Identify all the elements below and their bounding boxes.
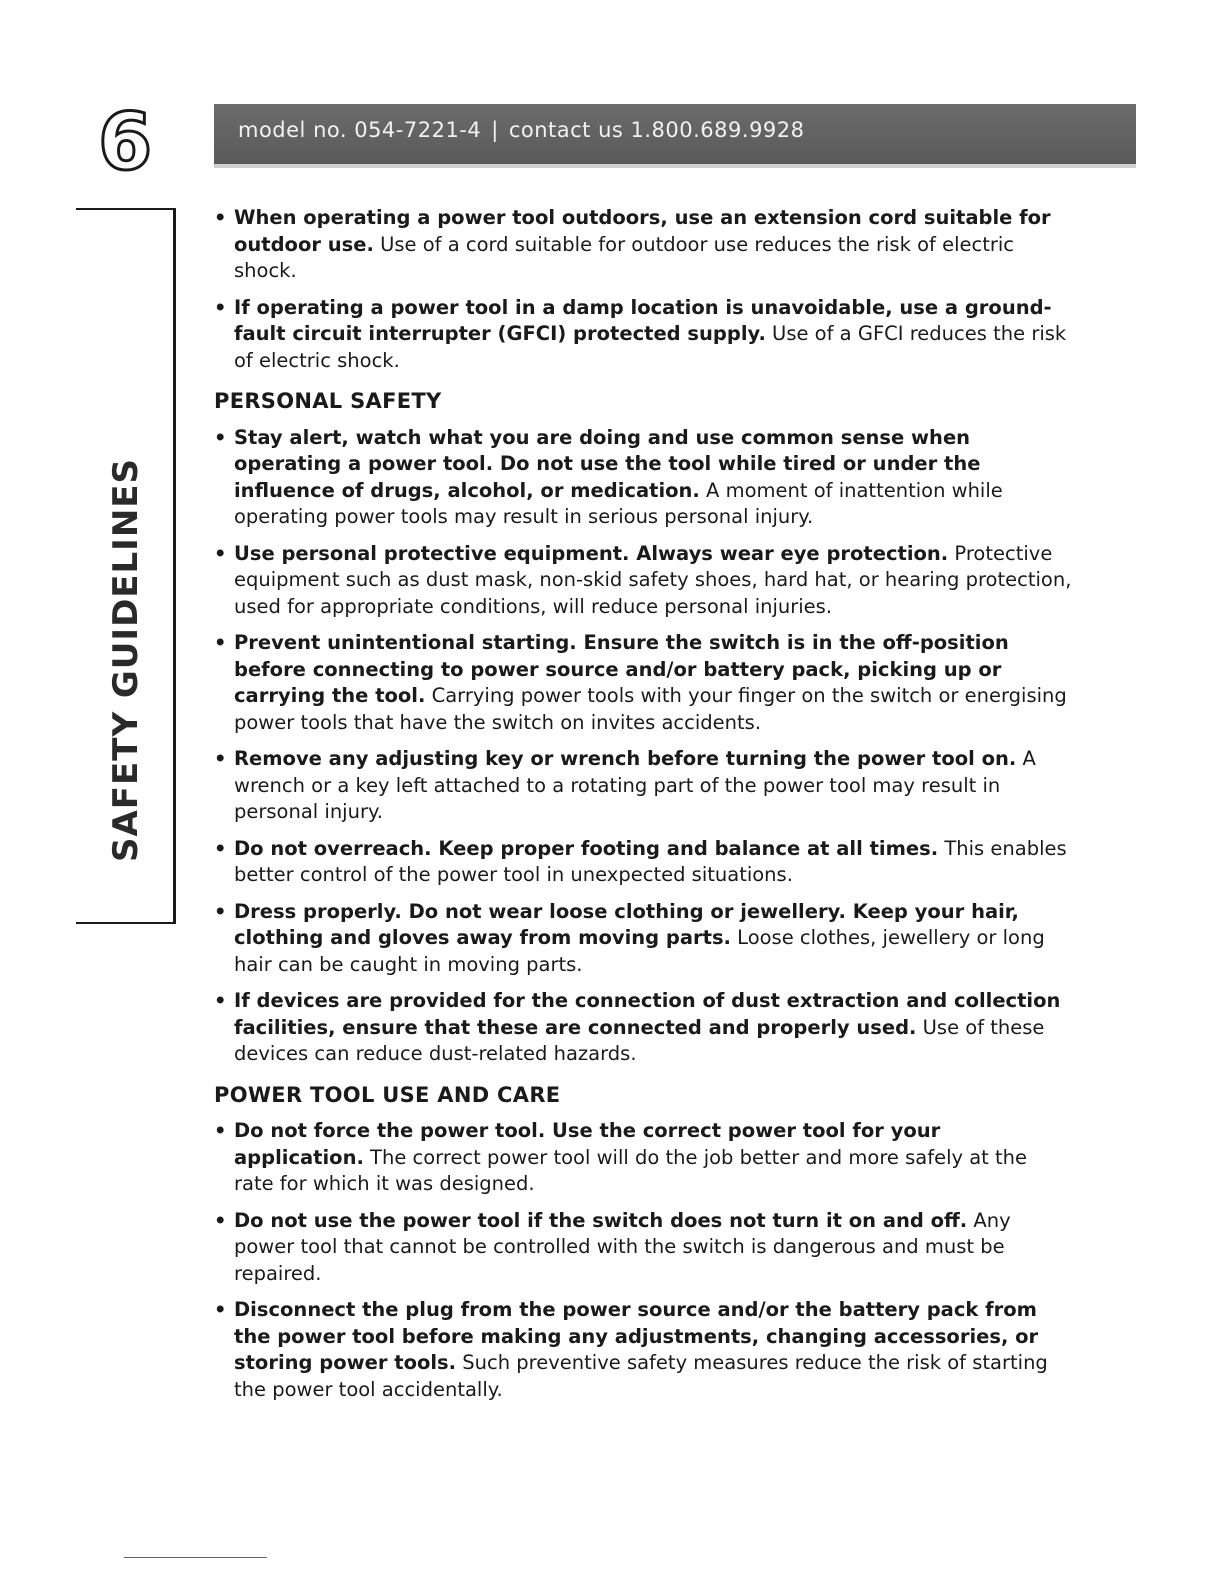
item-text: A wrench or a key left attached to a rotating part of the power tool may result in personal injury. [234,747,1036,823]
item-text: Use of a cord suitable for outdoor use reduces the risk of electric shock. [234,232,1015,282]
bullet: • [214,425,227,449]
model-number: model no. 054-7221-4 [238,118,482,142]
list-item [214,1208,1072,1288]
item-lead: Do not use the power tool if the switch does not turn it on and off. [234,1208,968,1232]
item-lead: Do not force the power tool. Use the correct power tool for your application. [234,1119,941,1169]
bullet: • [214,899,227,923]
header-separator: | [491,118,499,142]
bullet: • [214,1298,227,1321]
list-item [214,541,1072,621]
footer-rule [124,1557,267,1558]
header-text [238,118,805,142]
section-title-personal-safety: PERSONAL SAFETY [214,389,442,413]
bullet: • [214,541,227,565]
list-item [214,1297,1072,1403]
list-item [214,1118,1072,1198]
item-lead: Do not overreach. Keep proper footing and balance at all times. [234,836,939,860]
bullet: • [214,989,227,1012]
bullet: • [214,747,227,770]
item-lead: When operating a power tool outdoors, use an extension cord suitable for outdoor use. [234,206,1051,256]
list-item [214,425,1072,531]
list-item [214,205,1072,285]
item-text: Loose clothes, jewellery or long hair can be caught in moving parts. [234,926,1045,976]
item-lead: Disconnect the plug from the power source and/or the battery pack from the power tool before making any adjustments, changing accessories, or storing power tools. [234,1298,1039,1374]
header-bar [214,104,1136,164]
bullet: • [214,1208,227,1232]
list-item [214,899,1072,979]
item-text: Use of a GFCI reduces the risk of electric shock. [234,322,1067,372]
list-item [214,746,1072,826]
item-text: Protective equipment such as dust mask, non-skid safety shoes, hard hat, or hearing protection, used for appropriate conditions, will reduce personal injuries. [234,541,1072,618]
item-text: A moment of inattention while operating power tools may result in serious personal injury. [234,478,1003,528]
item-text: Such preventive safety measures reduce the risk of starting the power tool accidentally. [234,1351,1048,1401]
item-lead: Dress properly. Do not wear loose clothing or jewellery. Keep your hair, clothing and gloves away from moving parts. [234,899,1019,949]
bullet: • [214,1119,227,1142]
bullet: • [214,206,227,229]
bullet: • [214,631,227,654]
list-item [214,836,1072,889]
item-text: The correct power tool will do the job better and more safely at the rate for which it was designed. [234,1145,1028,1195]
bullet: • [214,295,227,319]
list-item [214,988,1072,1068]
item-lead: If devices are provided for the connection of dust extraction and collection facilities, ensure that these are connected and properly used. [234,989,1061,1039]
item-text: Carrying power tools with your finger on the switch or energising power tools that have the switch on invites accidents. [234,684,1067,734]
item-lead: If operating a power tool in a damp location is unavoidable, use a ground-fault circuit interrupter (GFCI) protected supply. [234,295,1052,345]
list-item [214,630,1072,736]
page-number: 6 [98,98,151,188]
list-item [214,295,1072,375]
item-lead: Prevent unintentional starting. Ensure the switch is in the off-position before connecting to power source and/or battery pack, picking up or carrying the tool. [234,631,1009,707]
item-lead: Use personal protective equipment. Always wear eye protection. [234,541,949,565]
item-lead: Stay alert, watch what you are doing and use common sense when operating a power tool. Do not use the tool while tired or under the influence of drugs, alcohol, or medication. [234,425,981,502]
content [214,205,1072,1413]
item-text: This enables better control of the power tool in unexpected situations. [234,836,1067,886]
contact-phone: contact us 1.800.689.9928 [508,118,805,142]
side-tab-label: SAFETY GUIDELINES [106,458,146,862]
bullet: • [214,836,227,860]
item-text: Any power tool that cannot be controlled with the switch is dangerous and must be repaired. [234,1208,1011,1285]
section-title-power-tool-use: POWER TOOL USE AND CARE [214,1082,561,1107]
item-text: Use of these devices can reduce dust-related hazards. [234,1015,1045,1065]
item-lead: Remove any adjusting key or wrench before turning the power tool on. [234,747,1017,770]
